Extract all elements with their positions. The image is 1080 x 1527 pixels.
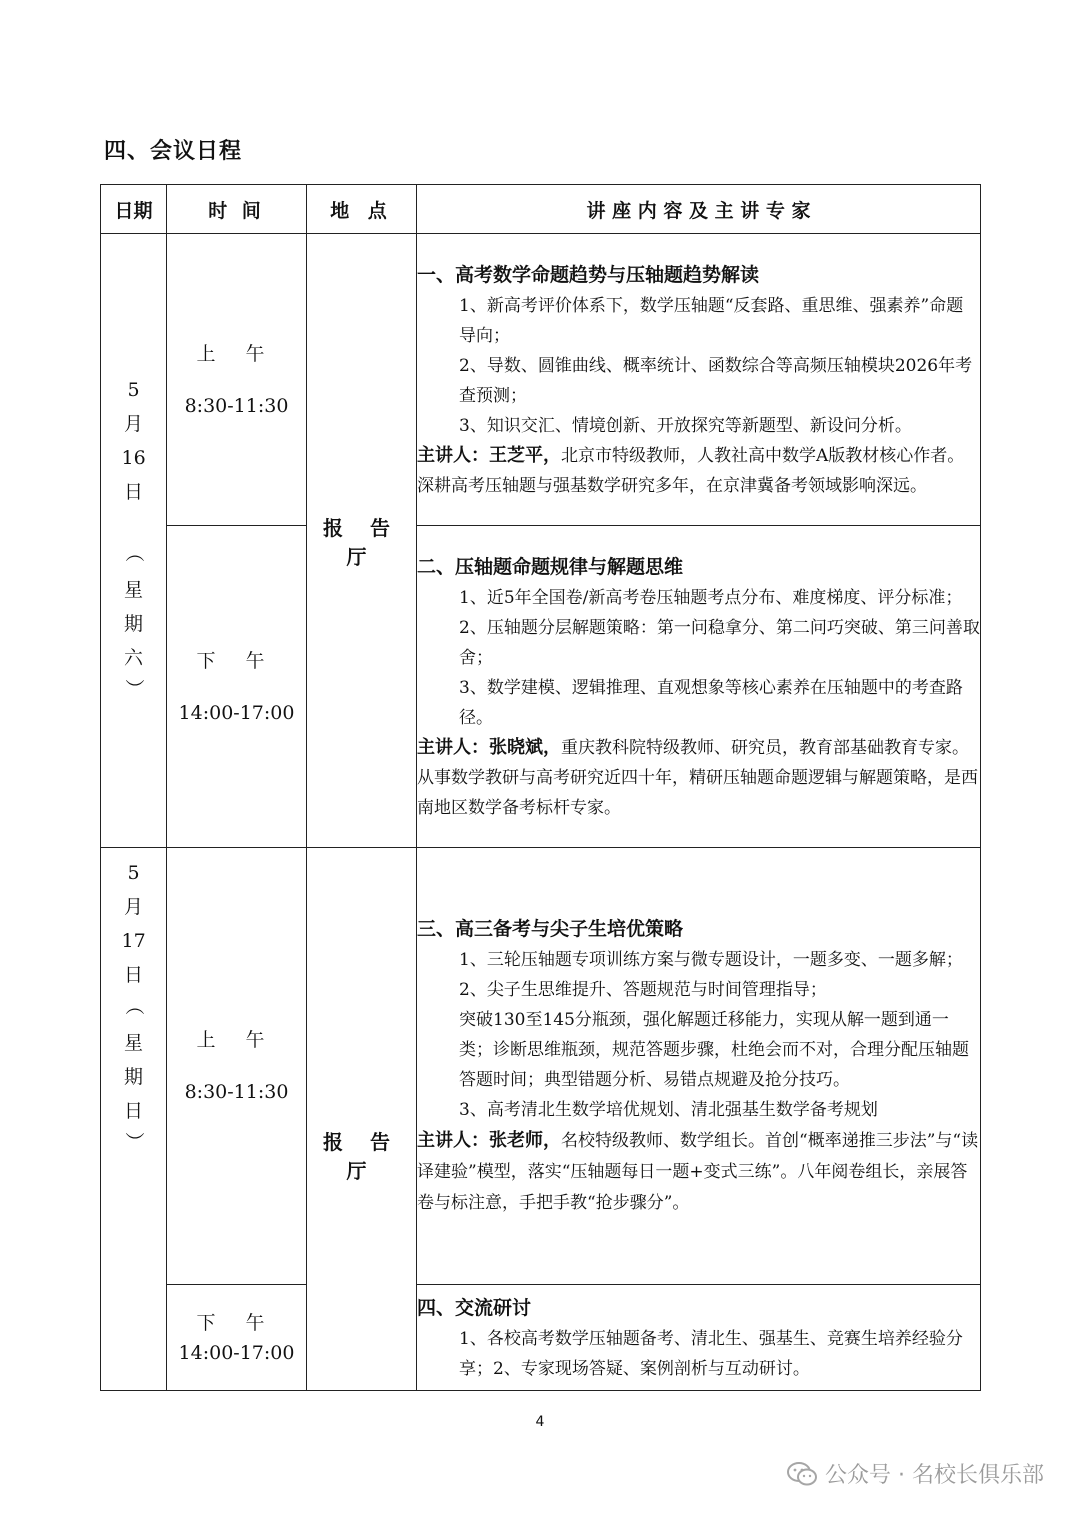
lecture-item: 突破130至145分瓶颈，强化解题迁移能力，实现从解一题到通一类；诊断思维瓶颈，规范答题步骤，杜绝会而不对，合理分配压轴题答题时间；典型错题分析、易错点规避及抢分技巧。 <box>459 1010 969 1090</box>
weekday-char: 日 <box>123 1100 143 1122</box>
weekday-char: 星 <box>123 578 143 601</box>
schedule-table <box>100 184 981 1391</box>
weekday-char: 星 <box>123 1032 143 1054</box>
time-cell <box>167 234 307 526</box>
watermark <box>787 1458 1044 1489</box>
table-row <box>101 526 981 848</box>
speaker-lead: 主讲人： <box>417 1130 489 1151</box>
session-time: 8:30-11:30 <box>184 1081 289 1103</box>
session-period: 上 午 <box>196 1029 277 1051</box>
venue-cell: 报 告 厅 <box>307 848 417 1391</box>
lecture-item: 3、高考清北生数学培优规划、清北强基生数学备考规划 <box>459 1100 878 1120</box>
date-month: 5 <box>127 378 140 401</box>
table-row <box>101 234 981 526</box>
session-time: 8:30-11:30 <box>184 394 289 417</box>
session-time: 14:00-17:00 <box>178 1341 295 1364</box>
lecture-item: 1、三轮压轴题专项训练方案与微专题设计，一题多变、一题多解； <box>459 950 963 970</box>
weekday-close: ） <box>122 1132 145 1151</box>
date-cell <box>101 848 167 1391</box>
weekday-close: ） <box>122 678 145 698</box>
date-day: 17 <box>121 930 146 952</box>
date-day-label: 日 <box>123 480 143 503</box>
speaker-info <box>417 1125 980 1219</box>
session-period: 上 午 <box>196 342 277 365</box>
lecture-item: 2、压轴题分层解题策略：第一问稳拿分、第二问巧突破、第三问善取舍； <box>459 617 980 668</box>
date-day: 16 <box>121 446 146 469</box>
session-time: 14:00-17:00 <box>178 701 295 724</box>
speaker-lead: 主讲人： <box>417 444 489 466</box>
weekday-open: （ <box>122 996 145 1015</box>
header-time: 时 间 <box>167 185 307 234</box>
date-month-label: 月 <box>123 412 143 435</box>
lecture-title: 二、压轴题命题规律与解题思维 <box>417 555 684 578</box>
speaker-desc: 重庆教科院特级教师、研究员，教育部基础教育专家。从事数学教研与高考研究近四十年，精研压轴题命题逻辑与解题策略，是西南地区数学备考标杆专家。 <box>417 737 978 818</box>
time-cell <box>167 1285 307 1391</box>
session-period: 下 午 <box>196 1311 277 1334</box>
lecture-item: 1、各校高考数学压轴题备考、清北生、强基生、竞赛生培养经验分享；2、专家现场答疑、案例剖析与互动研讨。 <box>459 1328 963 1379</box>
weekday-char: 期 <box>123 1066 143 1088</box>
wechat-logo-icon <box>787 1461 817 1487</box>
venue-cell: 报 告 厅 <box>307 234 417 848</box>
speaker-name: 张老师， <box>489 1130 561 1151</box>
time-cell <box>167 848 307 1285</box>
watermark-text: 公众号 · 名校长俱乐部 <box>825 1463 1044 1488</box>
date-cell <box>101 234 167 848</box>
lecture-content <box>417 526 981 848</box>
date-month: 5 <box>127 862 140 884</box>
section-title: 四、会议日程 <box>104 139 243 164</box>
date-month-label: 月 <box>123 896 143 918</box>
page-number: 4 <box>535 1414 545 1430</box>
speaker-lead: 主讲人： <box>417 736 489 758</box>
weekday-char: 六 <box>123 646 143 669</box>
lecture-content <box>417 1285 981 1391</box>
lecture-title: 四、交流研讨 <box>417 1296 532 1319</box>
header-date: 日期 <box>101 185 167 234</box>
lecture-item: 2、导数、圆锥曲线、概率统计、函数综合等高频压轴模块2026年考查预测； <box>459 355 973 406</box>
speaker-info <box>417 733 980 823</box>
lecture-title: 一、高考数学命题趋势与压轴题趋势解读 <box>417 263 760 286</box>
lecture-item: 1、新高考评价体系下，数学压轴题“反套路、重思维、强素养”命题导向； <box>459 295 964 346</box>
weekday-char: 期 <box>123 612 143 635</box>
weekday-open: （ <box>122 542 145 562</box>
speaker-desc: 名校特级教师、数学组长。首创“概率递推三步法”与“读译建验”模型，落实“压轴题每日一题+变式三练”。八年阅卷组长，亲展答卷与标注意，手把手教“抢步骤分”。 <box>417 1131 979 1213</box>
speaker-name: 张晓斌， <box>489 736 561 758</box>
lecture-item: 3、知识交汇、情境创新、开放探究等新题型、新设问分析。 <box>459 415 912 436</box>
lecture-item: 2、尖子生思维提升、答题规范与时间管理指导； <box>459 980 827 1000</box>
session-period: 下 午 <box>196 649 277 672</box>
speaker-name: 王芝平， <box>489 444 561 466</box>
time-cell <box>167 526 307 848</box>
lecture-title: 三、高三备考与尖子生培优策略 <box>417 918 684 940</box>
speaker-desc: 北京市特级教师，人教社高中数学A版教材核心作者。深耕高考压轴题与强基数学研究多年，在京津冀备考领域影响深远。 <box>417 445 965 496</box>
speaker-info <box>417 441 980 501</box>
lecture-content <box>417 234 981 526</box>
table-header-row <box>101 185 981 234</box>
lecture-content <box>417 848 981 1285</box>
table-row <box>101 1285 981 1391</box>
date-day-label: 日 <box>123 964 143 986</box>
lecture-item: 1、近5年全国卷/新高考卷压轴题考点分布、难度梯度、评分标准； <box>459 587 963 608</box>
header-place: 地 点 <box>307 185 417 234</box>
lecture-item: 3、数学建模、逻辑推理、直观想象等核心素养在压轴题中的考查路径。 <box>459 677 963 728</box>
header-content: 讲 座 内 容 及 主 讲 专 家 <box>417 185 981 234</box>
table-row <box>101 848 981 1285</box>
